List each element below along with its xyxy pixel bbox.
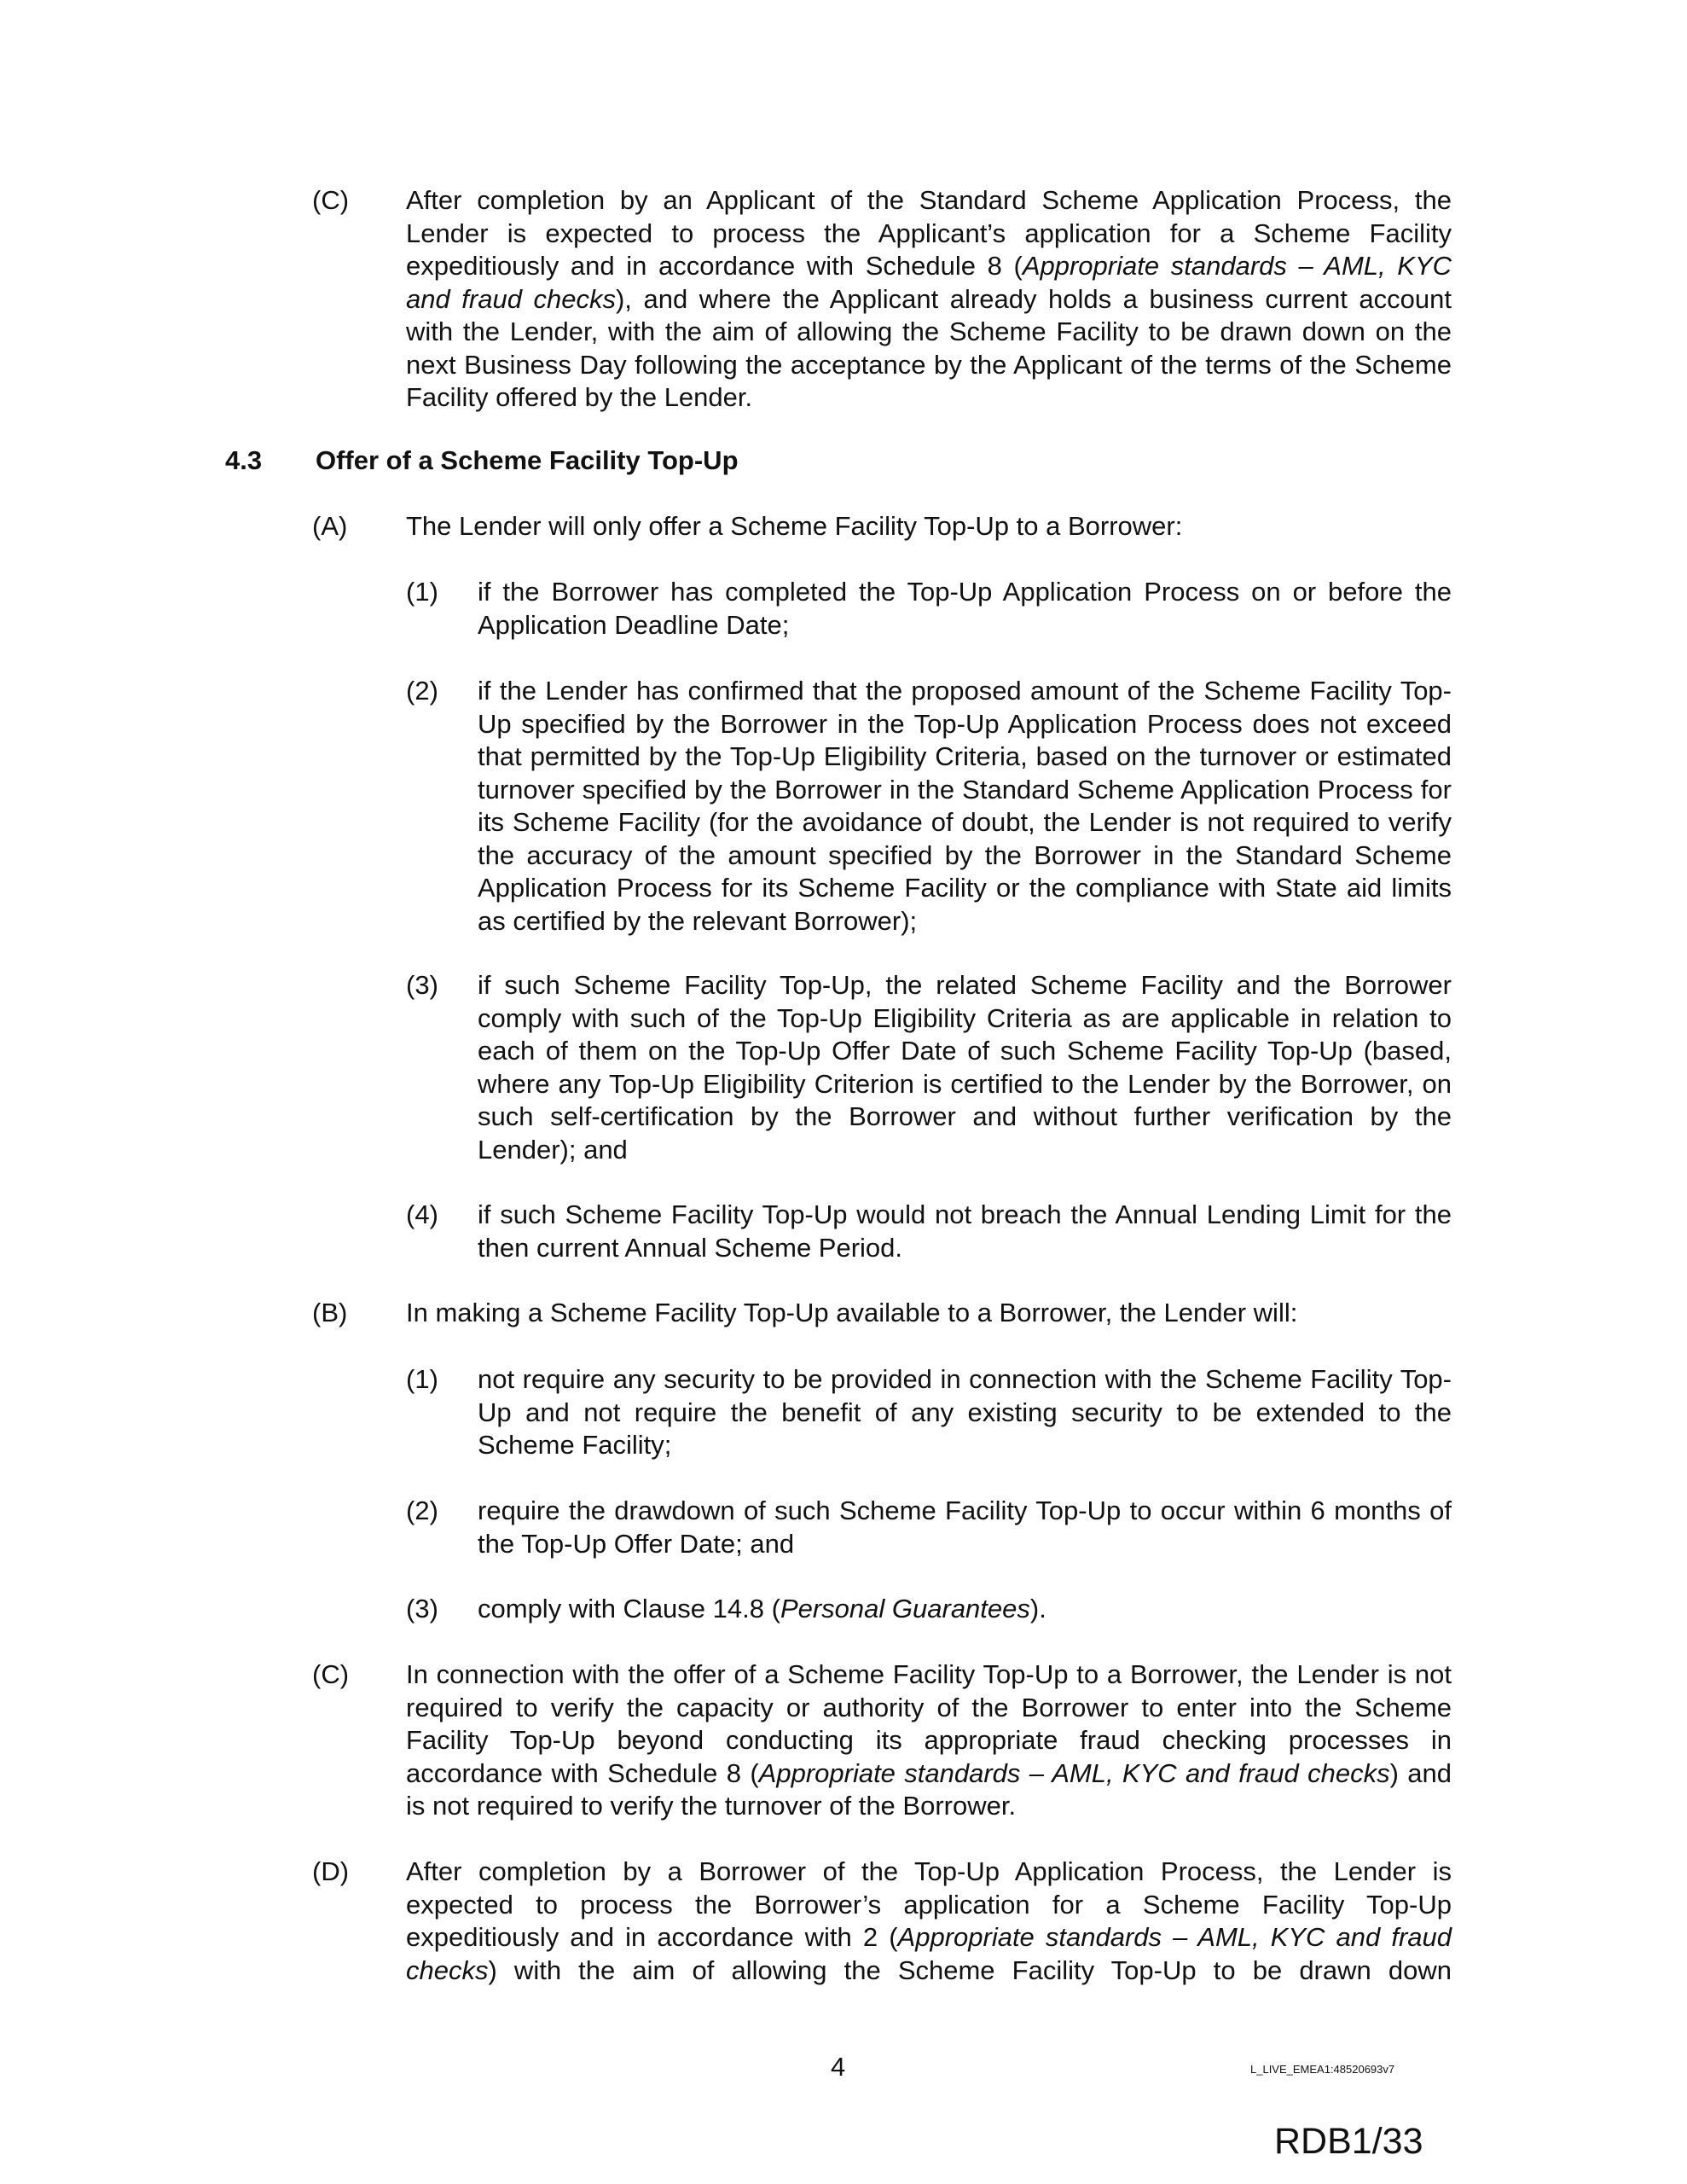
list-item-text: if such Scheme Facility Top-Up would not breach the Annual Lending Limit for the then current Annual Scheme Period. (478, 1199, 1452, 1263)
clause-paragraph: The Lender will only offer a Scheme Facility Top-Up to a Borrower: (406, 511, 1183, 541)
section-number: 4.3 (225, 445, 263, 475)
clause-paragraph (406, 184, 1452, 415)
schedule-title: Appropriate standards – AML, KYC and fraud checks (406, 1922, 1452, 1985)
schedule-title: Appropriate standards – AML, KYC and fraud checks (758, 1757, 1390, 1788)
clause-label: (C) (312, 185, 350, 215)
clause-label: (D) (312, 1856, 350, 1886)
clause-label: (A) (312, 511, 348, 541)
clause-reference-title: Personal Guarantees (780, 1594, 1030, 1623)
list-item-text: if the Borrower has completed the Top-Up Application Process on or before the Application Deadline Date; (478, 577, 1452, 640)
clause-text: comply with Clause 14.8 ( (478, 1594, 780, 1623)
list-item-text: if such Scheme Facility Top-Up, the related Scheme Facility and the Borrower comply with such of the Top-Up Eligibility Criteria as are applicable in relation to each of them on the Top-Up Offer Date of such Scheme Facility Top-Up (based, where any Top-Up Eligibility Criterion is certified to the Lender by the Borrower, on such self-certification by the Borrower and without further verification by the Lender); and (478, 970, 1452, 1165)
clause-text: After completion by a Borrower of the Top-Up Application Process, the Lender is expected to process the Borrower’s application for a Scheme Facility Top-Up expeditiously and in accordance with 2 ( (406, 1856, 1452, 1952)
list-item-label: (4) (406, 1199, 438, 1229)
clause-text: ) with the aim of allowing the Scheme Facility Top-Up to be drawn down (488, 1955, 1452, 1985)
list-item-text (478, 1593, 1452, 1626)
list-item-label: (2) (406, 1496, 438, 1525)
clause-label: (C) (312, 1659, 350, 1689)
clause-text: ), and where the Applicant already holds a business current account with the Lender, with the aim of allowing the Scheme Facility to be drawn down on the next Business Day following the acceptance by the Applicant of the terms of the Scheme Facility offered by the Lender. (406, 283, 1452, 412)
list-item-label: (3) (406, 1594, 438, 1623)
clause-label: (B) (312, 1298, 348, 1327)
schedule-title: Appropriate standards – AML, KYC and fraud checks (406, 251, 1452, 314)
list-item-text: if the Lender has confirmed that the proposed amount of the Scheme Facility Top-Up specified by the Borrower in the Top-Up Application Process does not exceed that permitted by the Top-Up Eligibility Criteria, based on the turnover or estimated turnover specified by the Borrower in the Standard Scheme Application Process for its Scheme Facility (for the avoidance of doubt, the Lender is not required to verify the accuracy of the amount specified by the Borrower in the Standard Scheme Application Process for its Scheme Facility or the compliance with State aid limits as certified by the relevant Borrower); (478, 676, 1452, 936)
clause-paragraph (406, 1856, 1452, 1987)
document-stamp: RDB1/33 (1274, 2121, 1423, 2162)
document-reference: L_LIVE_EMEA1:48520693v7 (1250, 2063, 1395, 2076)
clause-text: In connection with the offer of a Scheme Facility Top-Up to a Borrower, the Lender is not required to verify the capacity or authority of the Borrower to enter into the Scheme Facility Top-Up beyond conducting its appropriate fraud checking processes in accordance with Schedule 8 ( (406, 1659, 1452, 1788)
list-item-text: not require any security to be provided in connection with the Scheme Facility Top-Up and not require the benefit of any existing security to be extended to the Scheme Facility; (478, 1364, 1452, 1460)
clause-text: ). (1029, 1594, 1046, 1623)
clause-text: ) and is not required to verify the turnover of the Borrower. (406, 1757, 1452, 1821)
clause-paragraph: In making a Scheme Facility Top-Up available to a Borrower, the Lender will: (406, 1298, 1298, 1327)
list-item-label: (1) (406, 1364, 438, 1394)
list-item-label: (3) (406, 970, 438, 1000)
list-item-text: require the drawdown of such Scheme Facility Top-Up to occur within 6 months of the Top-Up Offer Date; and (478, 1496, 1452, 1559)
list-item-label: (1) (406, 577, 438, 607)
page-number: 4 (831, 2052, 846, 2082)
section-title: Offer of a Scheme Facility Top-Up (316, 445, 739, 475)
clause-paragraph (406, 1658, 1452, 1823)
clause-text: After completion by an Applicant of the Standard Scheme Application Process, the Lender is expected to process the Applicant’s application for a Scheme Facility expeditiously and in accordance with Schedule 8 ( (406, 185, 1452, 281)
list-item-label: (2) (406, 676, 438, 706)
